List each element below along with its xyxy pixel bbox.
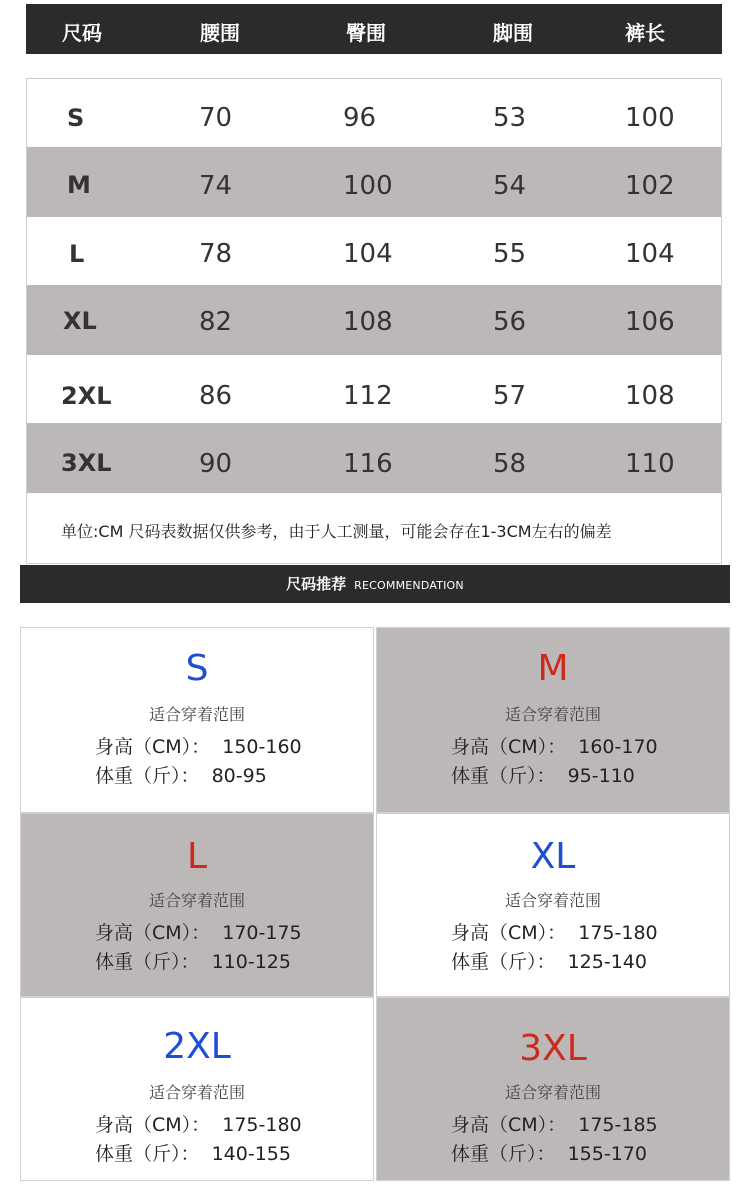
row-length: 110	[625, 449, 675, 479]
row-size: XL	[63, 307, 97, 335]
table-row	[27, 79, 721, 147]
cell-fit-label: 适合穿着范围	[504, 1083, 601, 1102]
recommend-cell-l	[20, 813, 374, 997]
cell-fit-label: 适合穿着范围	[148, 891, 245, 910]
table-row	[27, 217, 721, 285]
cell-weight: 体重（斤）： 140-155	[95, 1143, 291, 1165]
row-hip: 100	[343, 171, 393, 201]
row-waist: 90	[199, 449, 233, 479]
row-foot: 58	[493, 449, 527, 479]
row-waist: 86	[199, 381, 233, 411]
cell-size: 3XL	[519, 1028, 587, 1069]
cell-size: 2XL	[163, 1026, 231, 1067]
cell-weight: 体重（斤）： 95-110	[451, 765, 635, 787]
cell-height: 身高（CM）： 175-180	[451, 922, 658, 944]
row-waist: 82	[199, 307, 233, 337]
cell-weight: 体重（斤）： 125-140	[451, 951, 647, 973]
row-waist: 78	[199, 239, 233, 269]
cell-fit-label: 适合穿着范围	[504, 891, 601, 910]
cell-size: XL	[530, 836, 576, 877]
row-size: L	[69, 240, 85, 268]
row-length: 102	[625, 171, 675, 201]
cell-fit-label: 适合穿着范围	[148, 705, 245, 724]
cell-height: 身高（CM）： 175-180	[95, 1114, 302, 1136]
header-waist: 腰围	[200, 21, 240, 45]
measurement-note: 单位:CM 尺码表数据仅供参考，由于人工测量，可能会存在1-3CM左右的偏差	[61, 522, 612, 541]
recommend-cell-m	[376, 627, 730, 813]
row-hip: 104	[343, 239, 393, 269]
row-size: 2XL	[61, 382, 112, 410]
cell-fit-label: 适合穿着范围	[148, 1083, 245, 1102]
table-row	[27, 355, 721, 423]
row-length: 108	[625, 381, 675, 411]
size-table-header	[26, 4, 722, 54]
row-length: 100	[625, 103, 675, 133]
header-size: 尺码	[62, 21, 102, 45]
size-table	[26, 78, 722, 564]
header-foot: 脚围	[493, 21, 533, 45]
cell-size: L	[186, 836, 208, 877]
cell-height: 身高（CM）： 170-175	[95, 922, 302, 944]
row-hip: 112	[343, 381, 393, 411]
row-size: S	[67, 104, 85, 132]
row-foot: 56	[493, 307, 527, 337]
recommendation-title: 尺码推荐	[286, 575, 347, 593]
cell-weight: 体重（斤）： 110-125	[95, 951, 291, 973]
row-waist: 70	[199, 103, 233, 133]
row-hip: 96	[343, 103, 377, 133]
header-length: 裤长	[625, 21, 665, 45]
row-foot: 53	[493, 103, 527, 133]
cell-weight: 体重（斤）： 155-170	[451, 1143, 647, 1165]
recommendation-grid	[20, 627, 730, 1183]
row-waist: 74	[199, 171, 233, 201]
row-foot: 57	[493, 381, 527, 411]
cell-height: 身高（CM）： 175-185	[451, 1114, 658, 1136]
row-length: 106	[625, 307, 675, 337]
cell-size: S	[185, 648, 209, 689]
row-foot: 55	[493, 239, 527, 269]
row-length: 104	[625, 239, 675, 269]
row-hip: 116	[343, 449, 393, 479]
row-hip: 108	[343, 307, 393, 337]
row-foot: 54	[493, 171, 527, 201]
cell-size: M	[537, 648, 569, 689]
recommend-cell-s	[20, 627, 374, 813]
recommend-cell-xl	[376, 813, 730, 997]
cell-height: 身高（CM）： 150-160	[95, 736, 302, 758]
cell-weight: 体重（斤）： 80-95	[95, 765, 267, 787]
table-row	[27, 423, 721, 493]
row-size: 3XL	[61, 449, 112, 477]
recommendation-header	[20, 565, 730, 603]
recommendation-subtitle: RECOMMENDATION	[354, 579, 464, 592]
cell-fit-label: 适合穿着范围	[504, 705, 601, 724]
cell-height: 身高（CM）： 160-170	[451, 736, 658, 758]
table-row	[27, 147, 721, 217]
recommend-cell-2xl	[20, 997, 374, 1181]
row-size: M	[67, 171, 91, 199]
header-hip: 臀围	[346, 21, 386, 45]
recommend-cell-3xl	[376, 997, 730, 1181]
table-row	[27, 285, 721, 355]
